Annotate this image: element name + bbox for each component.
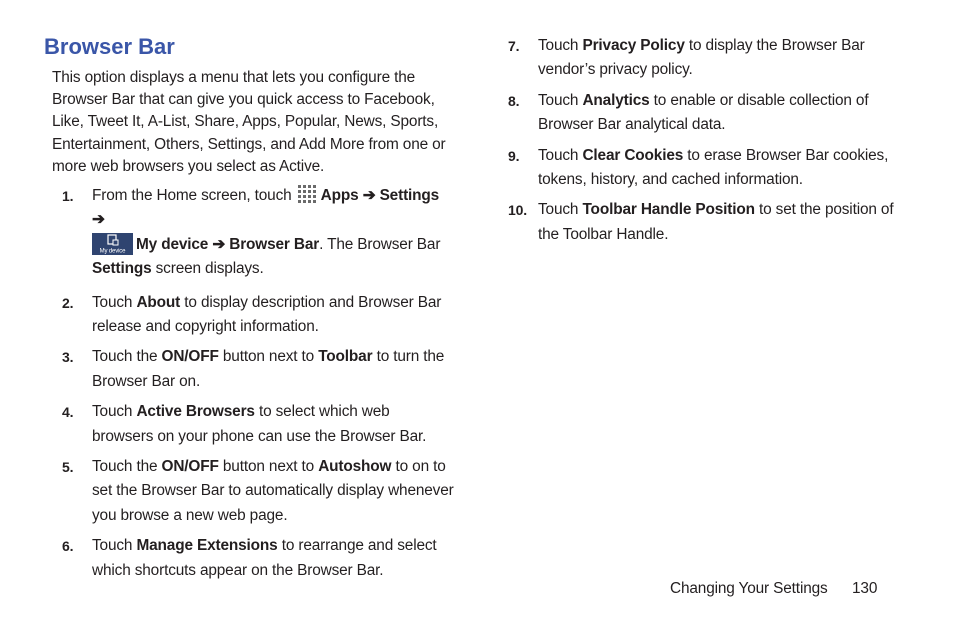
my-device-tab-icon <box>92 233 133 255</box>
step-text: Touch <box>538 37 583 54</box>
step-text: Touch the <box>92 458 162 476</box>
step-text: to enable or disable collection of Browser Bar analytical data. <box>538 91 869 134</box>
step-text: From the Home screen, touch <box>92 187 292 204</box>
step-text: Touch <box>538 91 583 109</box>
steps-list-right <box>508 34 898 247</box>
step-9 <box>508 144 898 193</box>
step-text: to display the Browser Bar vendor’s privacy policy. <box>538 37 865 79</box>
step-text: Touch <box>538 201 583 219</box>
step-text: to set the position of the Toolbar Handle. <box>538 201 894 243</box>
step-text: to on to set the Browser Bar to automatically display whenever you browse a new web page. <box>92 458 454 524</box>
autoshow-label: Autoshow <box>318 458 392 476</box>
settings-label: Settings <box>379 187 440 204</box>
step-text: to select which web browsers on your phone can use the Browser Bar. <box>92 403 427 445</box>
analytics-label: Analytics <box>582 91 650 109</box>
step-number: 3. <box>62 349 74 366</box>
step-text: Touch the <box>92 348 162 366</box>
step-1 <box>62 184 454 282</box>
manage-extensions-label: Manage Extensions <box>136 537 278 555</box>
step-3 <box>62 345 454 394</box>
step-text: button next to <box>218 348 319 366</box>
steps-list-left <box>62 184 454 583</box>
step-number: 9. <box>508 147 520 164</box>
arrow: ➔ <box>92 211 105 229</box>
step-text: to display description and Browser Bar release and copyright information. <box>92 293 442 336</box>
section-title: Browser Bar <box>44 34 175 59</box>
step-7 <box>508 34 898 83</box>
step-8 <box>508 89 898 138</box>
step-number: 6. <box>62 538 74 555</box>
step-number: 7. <box>508 38 520 54</box>
my-device-label: My device <box>136 235 209 253</box>
step-text: Touch <box>538 146 583 164</box>
settings-label: Settings <box>92 260 152 278</box>
my-device-icon-label: My device <box>99 248 126 255</box>
step-text: to rearrange and select which shortcuts appear on the Browser Bar. <box>92 537 437 579</box>
step-number: 8. <box>508 92 520 109</box>
browser-bar-label: Browser Bar <box>229 235 320 253</box>
footer-section-name: Changing Your Settings <box>670 580 828 597</box>
step-text: button next to <box>218 458 319 476</box>
step-number: 5. <box>62 459 74 476</box>
arrow: ➔ <box>208 235 230 253</box>
arrow: ➔ <box>358 187 380 204</box>
step-text: Touch <box>92 537 137 555</box>
step-text: . The Browser Bar <box>319 235 441 253</box>
about-label: About <box>136 293 181 311</box>
toolbar-handle-position-label: Toolbar Handle Position <box>582 201 755 219</box>
on-off-label: ON/OFF <box>161 458 219 476</box>
clear-cookies-label: Clear Cookies <box>582 146 684 164</box>
step-6 <box>62 534 454 583</box>
step-4 <box>62 400 454 449</box>
step-text: screen displays. <box>151 260 264 278</box>
step-number: 4. <box>62 404 74 421</box>
on-off-label: ON/OFF <box>161 348 219 366</box>
step-text: to erase Browser Bar cookies, tokens, history, and cached information. <box>538 146 889 189</box>
step-10 <box>508 198 898 247</box>
step-2 <box>62 291 454 340</box>
step-text: Touch <box>92 293 137 311</box>
step-text: Touch <box>92 403 137 421</box>
toolbar-label: Toolbar <box>318 348 373 366</box>
page-number: 130 <box>852 580 878 597</box>
step-text: to turn the Browser Bar on. <box>92 348 445 390</box>
step-number: 1. <box>62 188 74 204</box>
step-5 <box>62 455 454 528</box>
apps-label: Apps <box>320 187 359 204</box>
active-browsers-label: Active Browsers <box>136 403 255 421</box>
intro-paragraph: This option displays a menu that lets you configure the Browser Bar that can give you quick access to Facebook, Like, Tweet It, A-List, Share, Apps, Popular, News, Sports, Entertainment, Others, Settings, and Add More from one or more web browsers you select as Active. <box>52 69 446 175</box>
privacy-policy-label: Privacy Policy <box>582 37 685 54</box>
apps-grid-icon <box>297 184 319 204</box>
step-number: 2. <box>62 294 74 311</box>
step-number: 10. <box>508 202 528 219</box>
